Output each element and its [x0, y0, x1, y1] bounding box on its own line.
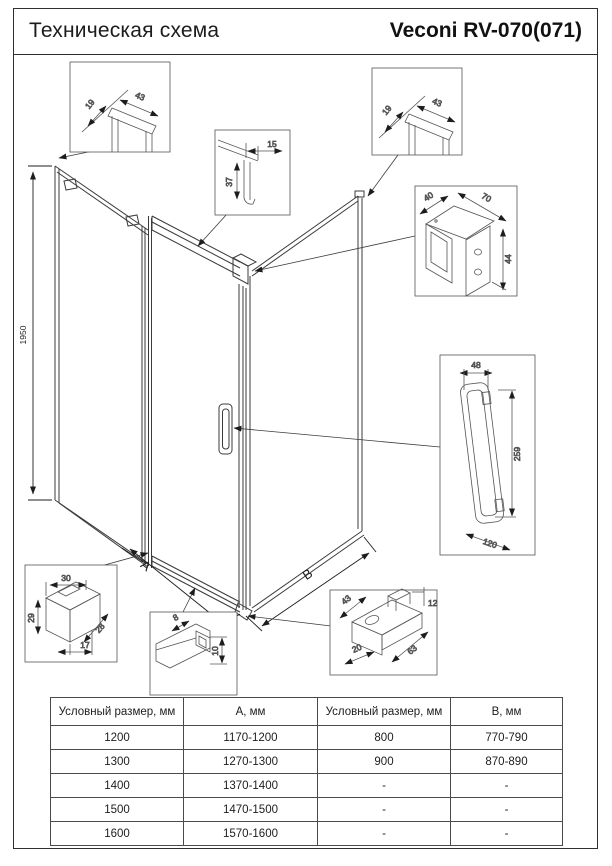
table-header-cell: В, мм — [451, 698, 563, 726]
dim-28: 28 — [92, 621, 107, 635]
table-cell: 770-790 — [451, 726, 563, 750]
hinged-door — [149, 216, 257, 620]
table-cell: 1300 — [51, 750, 184, 774]
dim-10: 10 — [210, 646, 220, 656]
dim-37: 37 — [224, 177, 234, 187]
table-cell: - — [318, 774, 451, 798]
height-1950-label: 1950 — [18, 325, 28, 345]
dim-43-left: 43 — [133, 89, 147, 103]
width-b-label: B — [299, 565, 316, 583]
dim-48: 48 — [471, 360, 481, 370]
dim-12: 12 — [428, 598, 438, 608]
dim-40: 40 — [421, 189, 436, 204]
table-cell: 1270-1300 — [184, 750, 318, 774]
table-header-cell: Условный размер, мм — [318, 698, 451, 726]
table-cell: 1370-1400 — [184, 774, 318, 798]
dim-30: 30 — [61, 573, 71, 583]
table-cell: 1200 — [51, 726, 184, 750]
model-code: Veconi RV-070(071) — [389, 19, 582, 42]
table-cell: 1600 — [51, 822, 184, 846]
table-cell: - — [451, 798, 563, 822]
detail-box-corner-bracket — [415, 186, 517, 296]
size-table — [50, 697, 563, 846]
dim-259: 259 — [512, 446, 522, 462]
post-top-cap — [355, 191, 364, 197]
detail-box-top-rail-profile — [215, 130, 290, 215]
enclosure-isometric-view — [55, 166, 364, 620]
detail-box-handle — [440, 355, 535, 555]
table-cell: 800 — [318, 726, 451, 750]
table-row — [51, 822, 563, 846]
detail-box-wall-profile-right — [372, 68, 462, 155]
dim-120: 120 — [481, 536, 499, 551]
dim-29: 29 — [26, 613, 36, 623]
detail-box-bottom-profile — [150, 612, 237, 695]
table-cell: - — [318, 798, 451, 822]
dim-20: 20 — [350, 641, 364, 655]
table-cell: - — [318, 822, 451, 846]
table-cell: - — [451, 822, 563, 846]
detail-box-wall-bracket — [25, 565, 117, 662]
table-cell: 1170-1200 — [184, 726, 318, 750]
dim-19-left: 19 — [82, 97, 97, 111]
table-cell: 870-890 — [451, 750, 563, 774]
table-row — [51, 750, 563, 774]
detail-box-guide-block — [330, 587, 438, 675]
table-header-cell: А, мм — [184, 698, 318, 726]
dim-63: 63 — [405, 642, 419, 657]
dim-44: 44 — [503, 254, 513, 264]
table-row — [51, 726, 563, 750]
table-header-cell: Условный размер, мм — [51, 698, 184, 726]
dim-43-right: 43 — [430, 95, 444, 109]
dim-43-block: 43 — [339, 592, 353, 607]
dim-8: 8 — [170, 611, 181, 623]
table-row — [51, 798, 563, 822]
table-cell: 900 — [318, 750, 451, 774]
dim-15: 15 — [267, 139, 277, 149]
right-side-panel — [250, 191, 364, 612]
table-cell: 1570-1600 — [184, 822, 318, 846]
page-title: Техническая схема — [29, 19, 220, 42]
table-cell: 1400 — [51, 774, 184, 798]
dim-17: 17 — [80, 640, 90, 650]
main-dimensions — [28, 166, 376, 631]
detail-box-wall-profile-left — [70, 62, 170, 152]
table-cell: 1470-1500 — [184, 798, 318, 822]
door-handle — [219, 404, 232, 454]
table-cell: 1500 — [51, 798, 184, 822]
dim-70: 70 — [479, 190, 494, 205]
left-fixed-panel — [55, 166, 148, 567]
width-a-label: A — [137, 556, 154, 575]
table-header-row — [51, 698, 563, 726]
dim-19-right: 19 — [379, 103, 394, 117]
table-row — [51, 774, 563, 798]
table-cell: - — [451, 774, 563, 798]
